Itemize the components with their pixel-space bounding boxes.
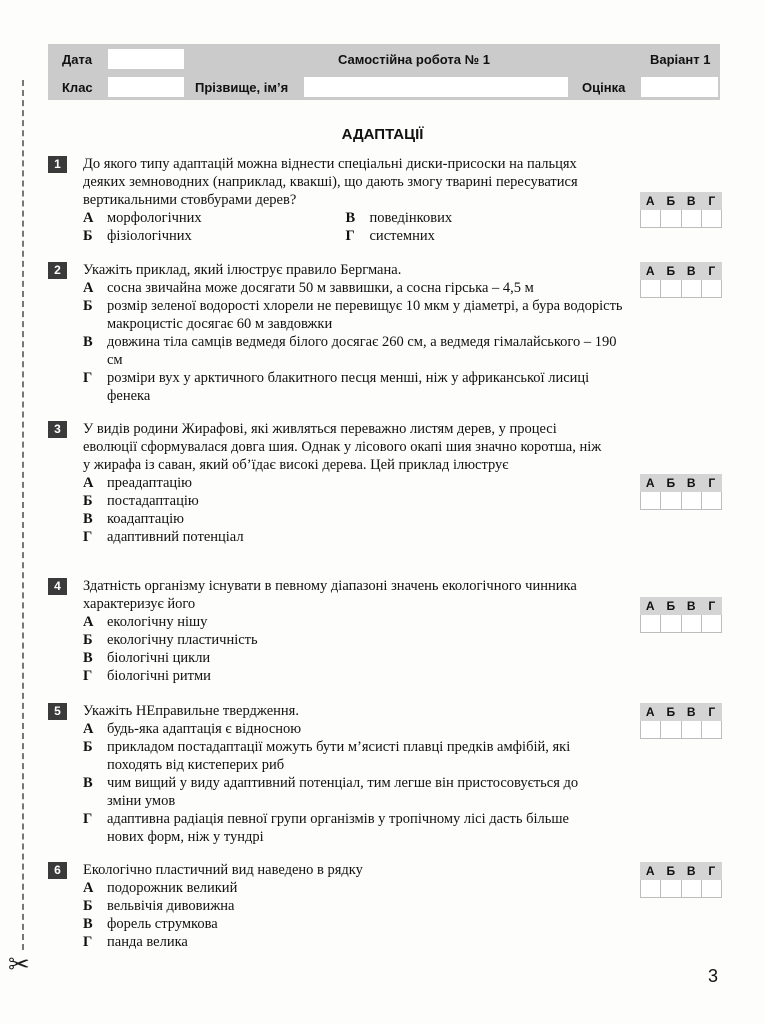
- option-v: В форель струмкова: [83, 916, 218, 932]
- answer-box-3[interactable]: А Б В Г: [640, 474, 722, 510]
- option-a: А сосна звичайна може досягати 50 м заввишки, а сосна гірська – 4,5 м: [83, 280, 534, 296]
- option-b: Б розмір зеленої водорості хлорели не перевищує 10 мкм у діаметрі, а бура водорість макроцистіс досягає 60 м завдовжки: [83, 298, 623, 332]
- variant-label: Варіант 1: [650, 52, 711, 67]
- option-g: Г адаптивна радіація певної групи організмів у тропічному лісі дасть більше нових форм, ніж у тундрі: [83, 811, 569, 845]
- option-a: А преадаптацію: [83, 475, 193, 491]
- answer-box-4[interactable]: А Б В Г: [640, 597, 722, 633]
- option-b: Б вельвічія дивовижна: [83, 898, 235, 914]
- section-title: АДАПТАЦІЇ: [341, 126, 424, 143]
- question-1: [48, 155, 608, 245]
- scissors-icon: ✂: [8, 950, 30, 980]
- page-number: 3: [708, 966, 719, 986]
- option-b: Б екологічну пластичність: [83, 632, 258, 648]
- options: [83, 279, 628, 405]
- options: [83, 613, 608, 685]
- cut-line: [22, 80, 24, 950]
- question-3: [48, 420, 608, 546]
- question-2: [48, 261, 628, 405]
- option-v: В поведінкових: [345, 210, 453, 226]
- option-g: Г панда велика: [83, 934, 188, 950]
- name-field[interactable]: [304, 77, 568, 97]
- answer-box-2[interactable]: А Б В Г: [640, 262, 722, 298]
- option-b: Б постадаптацію: [83, 493, 199, 509]
- question-number: 1: [48, 156, 67, 173]
- option-g: Г системних: [345, 228, 435, 244]
- option-b: Б фізіологічних: [83, 228, 192, 244]
- question-6: [48, 861, 608, 951]
- option-v: В коадаптацію: [83, 511, 184, 527]
- question-number: 3: [48, 421, 67, 438]
- question-text: У видів родини Жирафові, які живляться переважно листям дерев, у процесі еволюції сформувалася довга шия. Однак у лісового окапі шия значно коротша, ніж у жирафа із саван, який об’їдає високі дерева. Цей приклад ілюструє: [83, 421, 602, 473]
- question-number: 2: [48, 262, 67, 279]
- answer-box-1[interactable]: А Б В Г: [640, 192, 722, 228]
- question-number: 4: [48, 578, 67, 595]
- name-label: Прізвище, ім’я: [195, 80, 289, 95]
- date-field[interactable]: [108, 49, 184, 69]
- question-text: До якого типу адаптацій можна віднести спеціальні диски-присоски на пальцях деяких земноводних (наприклад, квакші), що дають змогу тварині пересуватися вертикальними стовбурами дерев?: [83, 156, 578, 208]
- option-a: А екологічну нішу: [83, 614, 208, 630]
- question-number: 5: [48, 703, 67, 720]
- question-5: [48, 702, 608, 846]
- option-g: Г адаптивний потенціал: [83, 529, 244, 545]
- answer-box-5[interactable]: А Б В Г: [640, 703, 722, 739]
- option-a: А морфологічних: [83, 210, 202, 226]
- options: [83, 720, 608, 846]
- worksheet-header: [48, 44, 720, 100]
- class-field[interactable]: [108, 77, 184, 97]
- work-title: Самостійна робота № 1: [338, 52, 490, 67]
- option-v: В біологічні цикли: [83, 650, 211, 666]
- option-g: Г розміри вух у арктичного блакитного песця менші, ніж у африканської лисиці фенека: [83, 370, 590, 404]
- grade-label: Оцінка: [582, 80, 626, 95]
- options: [83, 209, 608, 245]
- options: [83, 879, 608, 951]
- question-number: 6: [48, 862, 67, 879]
- answer-box-6[interactable]: А Б В Г: [640, 862, 722, 898]
- option-b: Б прикладом постадаптації можуть бути м’ясисті плавці предків амфібій, які походять від кистеперих риб: [83, 739, 571, 773]
- question-text: Екологічно пластичний вид наведено в рядку: [83, 862, 363, 878]
- grade-field[interactable]: [641, 77, 718, 97]
- question-text: Укажіть НЕправильне твердження.: [83, 703, 299, 719]
- option-a: А подорожник великий: [83, 880, 238, 896]
- option-a: А будь-яка адаптація є відносною: [83, 721, 302, 737]
- option-g: Г біологічні ритми: [83, 668, 211, 684]
- question-4: [48, 577, 608, 685]
- options: [83, 474, 608, 546]
- date-label: Дата: [62, 52, 93, 67]
- class-label: Клас: [62, 80, 93, 95]
- question-text: Укажіть приклад, який ілюструє правило Бергмана.: [83, 262, 402, 278]
- option-v: В чим вищий у виду адаптивний потенціал, тим легше він пристосовується до зміни умов: [83, 775, 579, 809]
- option-v: В довжина тіла самців ведмедя білого досягає 260 см, а ведмедя гімалайського – 190 см: [83, 334, 617, 368]
- question-text: Здатність організму існувати в певному діапазоні значень екологічного чинника характеризує його: [83, 578, 577, 612]
